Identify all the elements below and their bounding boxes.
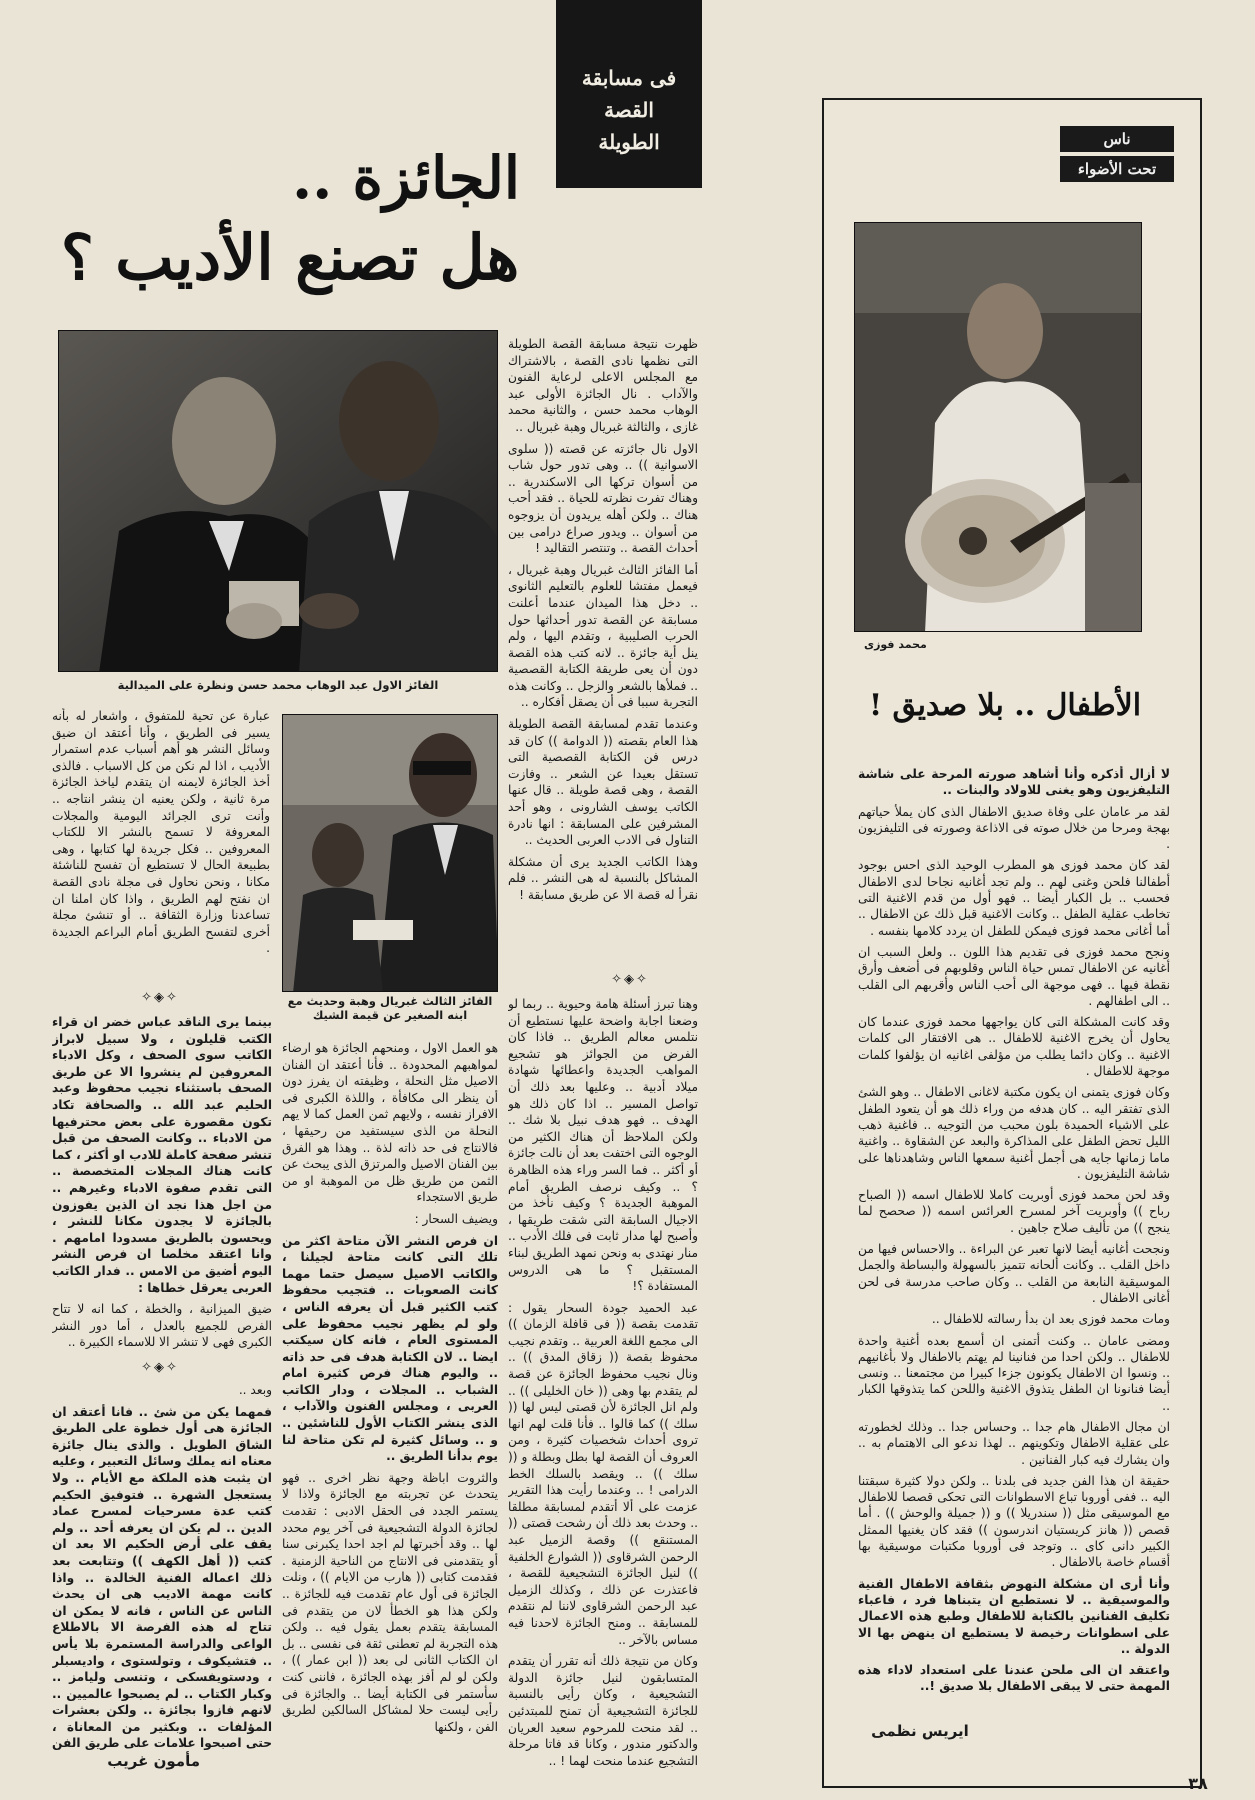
sidebar-p5: وقد كانت المشكلة التى كان يواجهها محمد فوزى عندما كان يحاول أن يخرج الاغنية للاطفال .. هى الافتقار الى كلمات الاغنية .. وكان دائما يطلب من مؤلفى اغانيه ان يؤلفوا كلمات موجهة للاطفال . — [858, 1015, 1170, 1079]
sidebar-p13: وأنا أرى ان مشكلة النهوض بثقافة الاطفال الفنية والموسيقية .. لا نستطيع ان يتبناها فرد ، فاعباء تكليف الفنانين بالكتابة للاطفال وطبع هذه الاعمال على اسطوانات رخيصة لا يستطيع ان ينهض بها الا الدولة .. — [858, 1576, 1170, 1656]
intro-p4: وعندما تقدم لمسابقة القصة الطويلة هذا العام بقصته (( الدوامة )) كان قد درس فن الكتابة القصصية التى تستقل بعيدا عن الشعر .. وفازت القصة ، وهى قصة طويلة .. قال عنها الكاتب يوسف الشارونى ، وهو أحد المشرفين على المسابقة : انها نادرة التناول فى الادب العربى الحديث .. — [508, 717, 698, 848]
sidebar-p12: حقيقة ان هذا الفن جديد فى بلدنا .. ولكن دولا كثيرة سبقتنا اليه .. ففى أوروبا تباع الاسطوانات التى تحكى قصصا للاطفال مع الموسيقى مثل (( سندريلا )) و (( جميلة والوحش )) . أما قصص (( هانز كريستيان اندرسون )) فقد كان يغنيها الممثل الكبير دانى كاى .. وتوجد فى أوروبا مكتبات موسيقية بها أقسام خاصة بالاطفال . — [858, 1473, 1170, 1570]
sidebar-title: الأطفال .. بلا صديق ! — [868, 688, 1142, 723]
photo2-caption: الفائز الثالث غبريال وهبة وحديث مع ابنه الصغير عن قيمة الشيك — [287, 994, 493, 1022]
main-title-line-2: هل تصنع الأديب ؟ — [60, 221, 520, 294]
contest-line-1: فى مسابقة — [581, 66, 677, 90]
contest-line-3: الطويلة — [598, 130, 660, 154]
sidebar-tag-line-2: تحت الأضواء — [1060, 156, 1174, 182]
contest-box — [556, 0, 702, 188]
sidebar-p11: ان مجال الاطفال هام جدا .. وحساس جدا .. وذلك لخطورته على عقلية الاطفال وتكوينهم .. لهذا ندعو الى الاهتمام به .. وان يشارك فيه كبار الفنانين . — [858, 1419, 1170, 1467]
sidebar-tag — [1060, 126, 1174, 182]
middle-col-a-p3: وكان من نتيجة ذلك أنه تقرر أن يتقدم المتسابقون لنيل جائزة الدولة التشجيعية ، وكان رأيى بالنسبة للجائزة التشجيعية أن تمنح للمبتدئين .. لقد منحت للمرحوم سعيد العريان والدكتور مندور ، وكانا قد فاتا مرحلة التشجيع عندما منحت لهما ! .. — [508, 1654, 698, 1768]
middle-column-a — [508, 996, 698, 1770]
separator-2: ✧◈✧ — [611, 972, 649, 987]
middle-col-a-p1: وهنا تبرز أسئلة هامة وحيوية .. ربما لو وضعنا اجابة واضحة عليها نستطيع أن نتلمس معالم الطريق .. فاذا كان الفرض من الجوائز هو تشجيع المواهب الجديدة واعطائها شهادة ميلاد أدبية .. وعليها بعد ذلك أن تواصل المسير .. اذا كان ذلك هو الهدف .. فهو هدف نبيل بلا شك .. ولكن الملاحظ أن هناك الكثير من الوجوه التى اختفت بعد أن نالت جائزة أو أكثر .. فما السر وراء هذه الظاهرة ؟ .. وكيف نرصف الطريق أمام الموهبة الجديدة ؟ وكيف نأخذ من الاجيال السابقة التى شقت طريقها ، وأصبح لها مدار ثابت فى فلك الأدب .. منار نهتدى به ونحن نمهد الطريق لبناء المستقبل ؟ ما هى الدروس المستفادة ؟! — [508, 997, 698, 1294]
middle-col-a-p2: عبد الحميد جودة السحار يقول : تقدمت بقصة (( فى قافلة الزمان )) الى مجمع اللغة العربية .. وتقدم نجيب محفوظ بقصة (( زقاق المدق )) .. ونال نجيب محفوظ الجائزة عن قصة لم يتقدم بها وهى (( خان الخليلى )) .. ولم انل الجائزة لأن قصتى ليس لها (( سلك )) كما قالوا .. فأنا قلت لهم انها تروى أحداث شخصيات كثيرة ، ومن العروف أن القصة لها بطل وبطلة و (( سلك )) .. ويقصد بالسلك الخط الدرامى ! .. وعندما رأيت هذا التقرير عزمت على ألا أتقدم لمسابقة مطلقا .. وحدث بعد ذلك أن رشحت قصتى (( المستنقع )) وقصة الزميل عبد الرحمن الشرقاوى (( الشوارع الخلفية )) لنيل الجائزة التشجيعية للقصة ، فاعتذرت عن ذلك ، وكذلك الزميل عبد الرحمن الشرقاوى لاننا لم نتقدم للمسابقة .. ومنح الجائزة لاحدنا فيه مساس بالآخر .. — [508, 1300, 698, 1647]
sidebar-tag-line-1: ناس — [1060, 126, 1174, 152]
sidebar-p14: واعتقد ان الى ملحن عندنا على استعداد لاداء هذه المهمة حتى لا يبقى الاطفال بلا صديق !.. — [858, 1663, 1170, 1694]
sidebar-p1: لا أزال أذكره وأنا أشاهد صورته المرحة على شاشة التليفزيون وهو يغنى للاولاد والبنات .. — [858, 767, 1170, 798]
article-col-b-p1: بينما يرى الناقد عباس خضر ان قراء الكتب قليلون ، ولا سبيل لابراز الكاتب سوى الصحف ، وكل الادباء المعروفين لم ينشروا الا عن طريق الصحف باستثناء نجيب محفوظ وعبد الحليم عبد الله .. والصحافة تكاد تكون مقصورة على بعض محترفيها من الادباء .. وكانت الصحف من قبل تنشر صفحة كاملة للادب او أكثر ، كما كانت هناك المجلات المتخصصة .. التى تقدم صفوة الادباء وغيرهم .. من اجل هذا نجد ان الذين يفوزون بالجائزة لا يجدون مكانا للنشر ، ويحسون بالطريق مسدودا امامهم . وانا اعتقد مخلصا ان فرص النشر اليوم أضيق من الامس .. فدار الكاتب العربى يعرقل خطاها : — [52, 1015, 272, 1295]
page-number: ٣٨ — [1188, 1774, 1208, 1793]
intro-p2: الاول نال جائزته عن قصته (( سلوى الاسوانية )) .. وهى تدور حول شاب من أسوان تركها الى الاسكندرية .. وهناك تفرت نظرته للحياة .. فقد أحب هناك .. ولكن أهله يريدون أن يزوجوه من أسوان .. ويدور صراع درامى بين أحداث القصة .. وتنتصر التقاليد ! — [508, 441, 698, 556]
intro-column — [508, 336, 698, 986]
middle-col-b-p4: والثروت اباظة وجهة نظر اخرى .. فهو يتحدث عن تجربته مع الجائزة ولاذا لا يستمر الجدد فى الحقل الادبى : تقدمت لجائزة الدولة التشجيعية فى آخر يوم محدد لها .. وقد أخبرتها لم اجد احدا يكبرنى سنا أو يتقدمنى فى الانتاج من الناحية الزمنية . فقدمت كتابى (( هارب من الايام )) ، ونلت الجائزة فى أول عام تقدمت فيه للجائزة .. ولكن هذا هو الخطأ لان من يتقدم فى المسابقة يتقدم بعمل يقول فيه .. ولكن هذه التجربة لم تعطنى ثقة فى نفسى .. بل ان الكتاب الثانى لى بعد (( ابن عمار )) ، ولكن لو لم أفز بهذه الجائزة ، فاننى كنت سأستمر فى الكتابة أيضا .. والجائزة فى رأيى ليست حلا لمشاكل السالكين لطريق الفن ، ولكنها — [282, 1470, 498, 1734]
sidebar-author: ايريس نظمى — [871, 1722, 969, 1740]
article-col-c-p2: فمهما يكن من شئ .. فانا أعتقد ان الجائزة هى أول خطوة على الطريق الشاق الطويل . والذى ينال جائزة معناه انه يملك وسائل التعبير ، وعليه ان يثبت هذه الملكة مع الأيام .. ولا يستعجل الشهرة .. فتوفيق الحكيم كتب عدة مسرحيات لمسرح عماد الدين .. لم يكن ان يعرفه أحد .. ولم يقف على أرض الحكيم الا بعد ان كتب (( أهل الكهف )) وتتابعت بعد ذلك اعماله الفنية الخالدة .. واذا كانت مهمة الاديب هى ان يحدث الناس عن الناس ، فانه لا يمكن ان تتاح له هذه الفرصة الا بالاطلاع الواعى والدراسة المستمرة بلا يأس .. فتشيكوف ، وتولستوى ، واديسبلر ، ودستويفسكى ، وتنسى وليامز .. وكبار الكتاب .. لم يصبحوا عالميين .. لانهم فازوا بجائزة .. ولكن بعشرات المؤلفات .. وبكثير من المعاناة ، حتى اصبحوا علامات على طريق الفن — [52, 1404, 272, 1751]
intro-p1: ظهرت نتيجة مسابقة القصة الطويلة التى نظمها نادى القصة ، بالاشتراك مع المجلس الاعلى لرعاية الفنون والآداب . نال الجائزة الأولى عبد الوهاب محمد حسن ، والثانية محمد غازى ، والثالثة غبريال وهبة غبريال .. — [508, 337, 698, 434]
main-title-line-1: الجائزة .. — [291, 144, 520, 212]
first-winner-image — [59, 331, 498, 672]
middle-col-b-p2: ويضيف السحار : — [414, 1211, 498, 1226]
intro-p5: وهذا الكاتب الجديد يرى أن مشكلة المشاكل بالنسبة له هى النشر .. فلم نقرأ له قصة الا عن طريق مسابقة ! — [508, 854, 698, 902]
sidebar-p4: ونجح محمد فوزى فى تقديم هذا اللون .. ولعل السبب ان أغانيه عن الاطفال تمس حياة الناس وقلوبهم فى أضعف وأرق نقطة فيها .. فهى موجهة الى أحب الناس وأقربهم الى القلب .. الى اطفالهم . — [858, 944, 1170, 1008]
sidebar-p10: ومضى عامان .. وكنت أتمنى ان أسمع بعده أغنية واحدة للاطفال .. ولكن احدا من فنانينا لم يهتم بالاطفال ولا بأغانيهم .. ونسوا ان الاطفال يكونون جزءا كبيرا من مجتمعنا .. ونسى أيضا فنانونا ان الطفل يتذوق الاغنية واللحن كما يتذوقها الكبار .. — [858, 1333, 1170, 1413]
main-title — [40, 140, 540, 310]
middle-col-b-p3: ان فرص النشر الآن متاحة اكثر من تلك التى كانت متاحة لجيلنا ، والكاتب الاصيل سيصل حتما مهما كانت الصعوبات .. فتجيب محفوظ كتب الكثير قبل أن يعرفه الناس ، ولو لم يظهر نجيب محفوظ على المستوى العام ، فانه كان سيكتب ايضا .. لان الكتابة هدف فى حد ذاته .. واليوم هناك فرص كثيرة امام الشباب .. المجلات ، ودار الكاتب العربى ، ومجلس الفنون والآداب ، الذى ينشر الكتاب الأول للناشئين .. و .. وسائل كثيرة لم تكن متاحة لنا يوم بدأنا الطريق .. — [282, 1233, 498, 1464]
sidebar-text — [858, 766, 1170, 1716]
intro-p3: أما الفائز الثالث غبريال وهبة غبريال ، فيعمل مفتشا للعلوم بالتعليم الثانوى .. دخل هذا الميدان عندما أعلنت مسابقة عن القصة تدور أحداثها حول الحرب الصليبية ، وتقدم اليها ، ولم ينل أية جائزة .. لانه كتب هذه القصة دون أن يعى طريقة الكتابة القصصية .. فملأها بالشعر والزجل .. وكانت هذه التجربة سببا فى أن يصقل أفكاره .. — [508, 562, 698, 710]
sidebar-p6: وكان فوزى يتمنى ان يكون مكتبة لاغانى الاطفال .. وهو الشئ الذى تفتقر اليه .. كان هدفه من وراء ذلك هو أن يتعود الطفل على الاشياء الحميدة بلون محبب من التوجيه .. فاغنية ذهب الليل تحض الطفل على المذاكرة والبعد عن الشقاوة .. واغنية ماما زمانها جايه هى أجمل أغنية سمعها الناس وشاهدناها على شاشة التليفزيون . — [858, 1085, 1170, 1181]
photo-first-winner — [58, 330, 498, 672]
sidebar-p8: ونجحت أغانيه أيضا لانها تعبر عن البراءة .. والاحساس فيها من داخل القلب .. وكانت ألحانه تتميز بالسهولة والبساطة والجمل الموسيقية النابعة من القلب .. وكان صاحب مدرسة فى لحن أغانى الاطفال . — [858, 1242, 1170, 1305]
sidebar-p9: ومات محمد فوزى بعد ان بدأ رسالته للاطفال .. — [931, 1312, 1170, 1327]
photo1-caption: الفائز الاول عبد الوهاب محمد حسن ونظرة على الميدالية — [117, 678, 439, 692]
middle-column-b — [282, 1040, 498, 1770]
third-winner-image — [283, 715, 498, 992]
article-col-b-p2: ضيق الميزانية ، والخطة ، كما انه لا تتاح الفرص للجميع بالعدل ، أما دور النشر الكبرى فهى لا تنشر الا للاسماء الكبيرة .. — [52, 1302, 272, 1350]
separator-1: ✧◈✧ — [141, 990, 179, 1005]
mohamed-fawzy-image — [855, 223, 1142, 632]
sidebar-photo — [854, 222, 1142, 632]
separator-3: ✧◈✧ — [141, 1360, 179, 1375]
article-column-b — [52, 1014, 272, 1352]
photo-third-winner — [282, 714, 498, 992]
sidebar-photo-caption: محمد فوزى — [864, 638, 927, 651]
article-column-c — [52, 1382, 272, 1752]
sidebar-p3: لقد كان محمد فوزى هو المطرب الوحيد الذى احس بوجود أطفالنا فلحن وغنى لهم .. ولم تجد أغانيه نجاحا لدى الاطفال فحسب .. بل الكبار أيضا .. فهو أول من قدم الاغنية التى تخاطب عقلية الطفل .. وكانت الاغنية قبل ذلك عن الاطفال .. أما أغانى محمد فوزى فيمكن للطفل ان يردد كلامها بنفسه . — [858, 858, 1170, 938]
article-column-a — [52, 708, 270, 980]
sidebar-p7: وقد لحن محمد فوزى أوبريت كاملا للاطفال اسمه (( الصباح رباح )) وأوبريت آخر لمسرح العرائس اسمه (( صحصح لما ينجح )) من تأليف صلاح جاهين . — [858, 1188, 1170, 1235]
article-author: مأمون غريب — [107, 1752, 200, 1770]
article-col-a-p1: عبارة عن تحية للمتفوق ، واشعار له بأنه يسير فى الطريق ، وأنا أعتقد ان ضيق وسائل النشر هو أهم أسباب عدم استمرار الأديب ، اذا لم نكن من كل الاسباب . فالذى أخذ الجائزة لايمنه ان يتقدم لياخذ الجائزة مرة ثانية ، ولكن يعنيه ان ينشر انتاجه .. وأنت ترى الجرائد اليومية والمجلات المعروفة لا تسمح بالنشر الا للكتاب المعروفين .. فكل جريدة لها كتابها ، وهى بطبيعة الحال لا تستطيع أن تفسح للناشئة مكانا ، ونحن نحاول فى مجلة نادى القصة ان نفتح لهم الطريق ، واذا كان املنا ان تساعدنا وزارة الثقافة .. أو تنشئ مجلة أخرى لتفسح الطريق أمام البراعم الجديدة . — [52, 709, 270, 956]
sidebar-p2: لقد مر عامان على وفاة صديق الاطفال الذى كان يملأ حياتهم بهجة ومرحا من خلال صوته فى الاذاعة وصورته فى التليفزيون . — [858, 804, 1170, 852]
middle-col-b-p1: هو العمل الاول ، ومنحهم الجائزة هو ارضاء لمواهبهم المحدودة .. فأنا أعتقد ان الفنان الاصيل مثل النحلة ، وظيفته ان يفرز دون أن ينظر الى مكافأة ، واللذة الكبرى فى الافراز نفسه ، ولايهم ثمن العمل كما لا يهم النحلة من الذى سيستفيد من رحيقها ، فالانتاج فى حد ذاته لذة .. وهذا هو الفرق بين الفنان الاصيل والمرتزق الذى يبحث عن الثمن من طريق ظل من الموهبة او من طريق الاستجداء — [282, 1041, 498, 1205]
article-col-c-p1: وبعد .. — [238, 1383, 272, 1397]
contest-line-2: القصة — [604, 98, 654, 122]
